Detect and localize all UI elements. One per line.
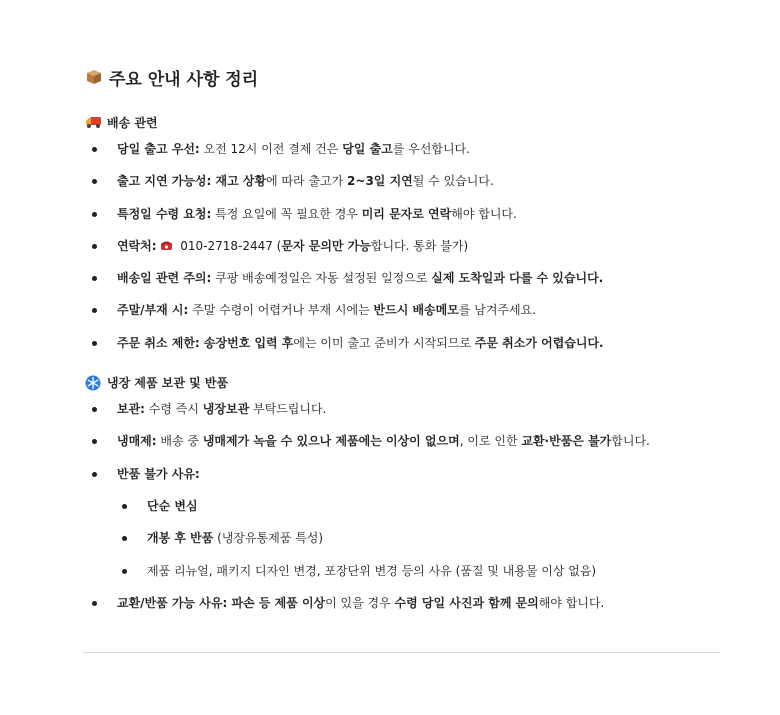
section-heading-shipping xyxy=(85,111,720,133)
item-label: 냉매제: xyxy=(117,434,157,449)
item-text: 해야 합니다. xyxy=(538,595,605,610)
item-emphasis: 당일 출고 xyxy=(342,142,393,156)
item-emphasis: 냉장보관 xyxy=(202,402,250,417)
item-text: (냉장유통제품 특성) xyxy=(213,531,324,546)
section-heading-text: 배송 관련 xyxy=(107,115,158,130)
item-text: 에 따라 출고가 xyxy=(266,174,348,189)
sub-list-item xyxy=(85,497,720,529)
item-text: 오전 12시 이전 결제 건은 xyxy=(199,142,343,156)
package-icon xyxy=(85,68,103,86)
item-emphasis: 재고 상황 xyxy=(211,174,267,189)
item-label: 당일 출고 우선: xyxy=(117,142,200,156)
list-item xyxy=(85,301,720,333)
item-label: 주문 취소 제한: xyxy=(117,335,200,350)
item-text: 주말 수령이 어렵거나 부재 시에는 xyxy=(188,303,374,318)
list-item xyxy=(85,465,720,497)
list-item xyxy=(85,269,720,301)
item-emphasis: 개봉 후 반품 xyxy=(147,531,214,546)
item-emphasis: 수령 당일 사진과 함께 문의 xyxy=(394,595,539,610)
item-emphasis: 주문 취소가 어렵습니다. xyxy=(474,335,604,350)
section-heading-storage xyxy=(85,371,720,393)
item-emphasis: 교환·반품은 불가 xyxy=(521,434,612,449)
item-label: 특정일 수령 요청: xyxy=(117,206,212,221)
item-text: 수령 즉시 xyxy=(144,402,203,417)
sub-list-item xyxy=(85,562,720,594)
item-emphasis: 미리 문자로 연락 xyxy=(361,206,452,221)
item-label: 교환/반품 가능 사유: xyxy=(117,595,228,610)
storage-list xyxy=(85,400,720,626)
item-text: 쿠팡 배송예정일은 자동 설정된 일정으로 xyxy=(211,271,432,286)
item-emphasis: 문자 문의만 가능 xyxy=(281,238,371,253)
divider xyxy=(83,652,720,653)
item-text: 배송 중 xyxy=(156,434,203,449)
snowflake-icon xyxy=(85,375,102,389)
section-heading-text: 냉장 제품 보관 및 반품 xyxy=(107,375,229,390)
item-text: 합니다. xyxy=(611,434,650,449)
item-label: 반품 불가 사유: xyxy=(117,466,200,481)
item-text: 를 우선합니다. xyxy=(392,142,470,156)
list-item xyxy=(85,237,720,269)
item-emphasis: 실제 도착일과 다를 수 있습니다. xyxy=(431,271,604,286)
item-text: 010-2718-2447 ( xyxy=(176,238,282,253)
telephone-icon xyxy=(160,238,173,249)
item-text: 에는 이미 출고 준비가 시작되므로 xyxy=(293,335,475,350)
shipping-list xyxy=(85,140,720,366)
list-item xyxy=(85,334,720,366)
sub-list-item xyxy=(85,529,720,561)
item-text: 제품 리뉴얼, 패키지 디자인 변경, 포장단위 변경 등의 사유 (품질 및 내용물 이상 없음) xyxy=(147,563,597,578)
item-text: 특정 요일에 꼭 필요한 경우 xyxy=(211,206,362,221)
notice-document xyxy=(85,62,720,626)
item-text: , 이로 인한 xyxy=(459,434,522,449)
list-item xyxy=(85,205,720,237)
list-item xyxy=(85,172,720,204)
list-item xyxy=(85,400,720,432)
list-item xyxy=(85,594,720,626)
item-label: 주말/부재 시: xyxy=(117,303,189,318)
list-item xyxy=(85,432,720,464)
item-emphasis: 냉매제가 녹을 수 있으나 제품에는 이상이 없으며 xyxy=(202,434,460,449)
item-emphasis: 반드시 배송메모 xyxy=(373,303,459,318)
item-label: 배송일 관련 주의: xyxy=(117,271,212,286)
list-item xyxy=(85,140,720,172)
item-text: 이 있을 경우 xyxy=(325,595,395,610)
item-emphasis: 2~3일 지연 xyxy=(347,174,413,189)
item-label: 연락처: xyxy=(117,238,157,253)
item-text: 를 남겨주세요. xyxy=(458,303,537,318)
item-emphasis: 파손 등 제품 이상 xyxy=(227,595,326,610)
page-title xyxy=(85,62,720,92)
item-text: 합니다. 통화 불가) xyxy=(370,238,469,253)
item-emphasis: 단순 변심 xyxy=(147,498,198,513)
item-text: 부탁드립니다. xyxy=(249,402,327,417)
item-label: 보관: xyxy=(117,402,145,417)
delivery-truck-icon xyxy=(85,115,102,129)
item-emphasis: 송장번호 입력 후 xyxy=(199,335,294,350)
page-title-text: 주요 안내 사항 정리 xyxy=(109,69,259,90)
item-text: 될 수 있습니다. xyxy=(412,174,494,189)
item-text: 해야 합니다. xyxy=(451,206,517,221)
item-label: 출고 지연 가능성: xyxy=(117,174,212,189)
